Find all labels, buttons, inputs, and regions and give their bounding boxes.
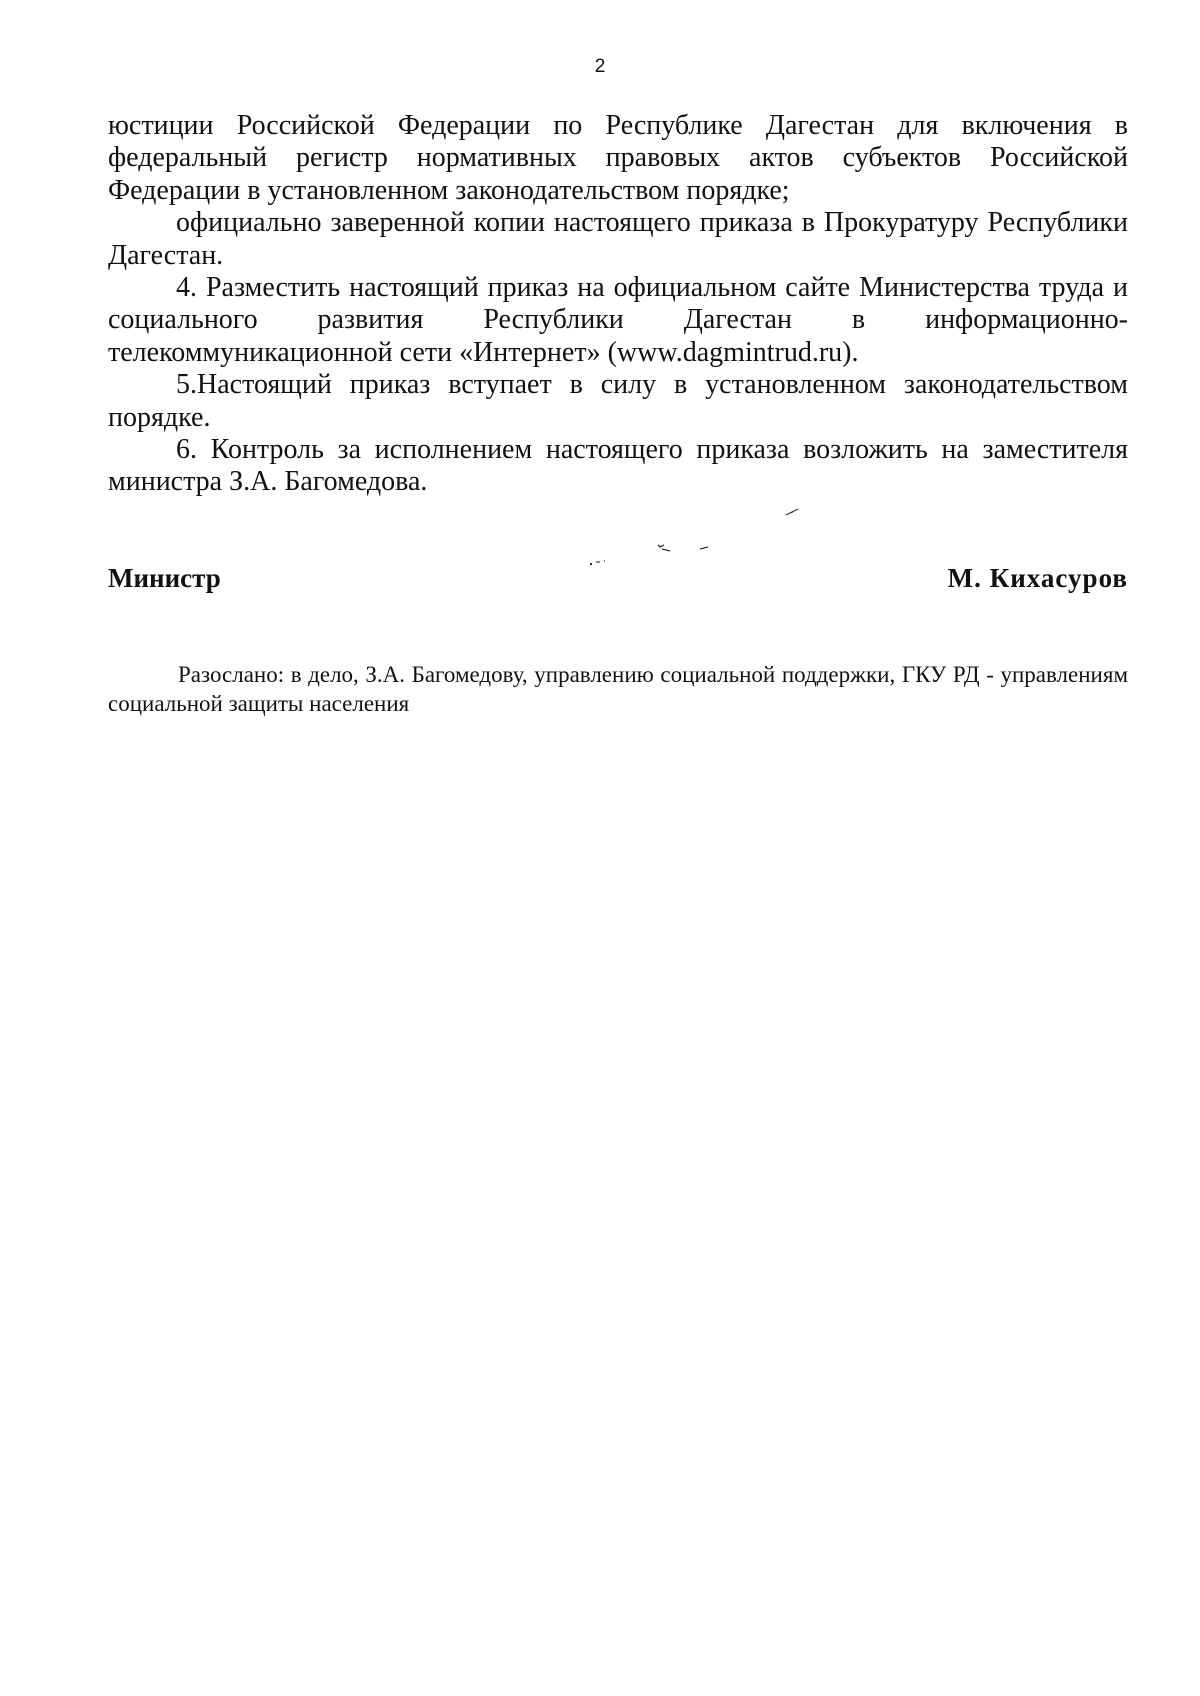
paragraph-item-6: 6. Контроль за исполнением настоящего приказа возложить на заместителя министра З.А. Багомедова. — [108, 434, 1128, 498]
paragraph-line: Федерации в установленном законодательством порядке; — [108, 174, 790, 206]
paragraph-registry — [108, 110, 1128, 207]
paragraph-item-4: 4. Разместить настоящий приказ на официальном сайте Министерства труда и социального развития Республики Дагестан в информационно-телекоммуникационной сети «Интернет» (www.dagmintrud.ru). — [108, 272, 1128, 368]
signatory-title: Министр — [108, 563, 221, 593]
distribution-text: Разослано: в дело, З.А. Багомедову, управлению социальной поддержки, ГКУ РД - управлениям социальной защиты населения — [108, 662, 1128, 716]
distribution-list — [108, 660, 1128, 718]
paragraph-line: юстиции Российской Федерации по Республике Дагестан для включения в — [108, 110, 1128, 141]
signature-block — [108, 563, 1128, 603]
document-body — [108, 110, 1128, 499]
page-number: 2 — [594, 56, 606, 77]
paragraph-item-5: 5.Настоящий приказ вступает в силу в установленном законодательством порядке. — [108, 369, 1128, 433]
paragraph-line: федеральный регистр нормативных правовых актов субъектов Российской — [108, 142, 1128, 174]
signatory-name: М. Кихасуров — [947, 563, 1128, 593]
paragraph-prosecutor-copy: официально заверенной копии настоящего приказа в Прокуратуру Республики Дагестан. — [108, 207, 1128, 271]
